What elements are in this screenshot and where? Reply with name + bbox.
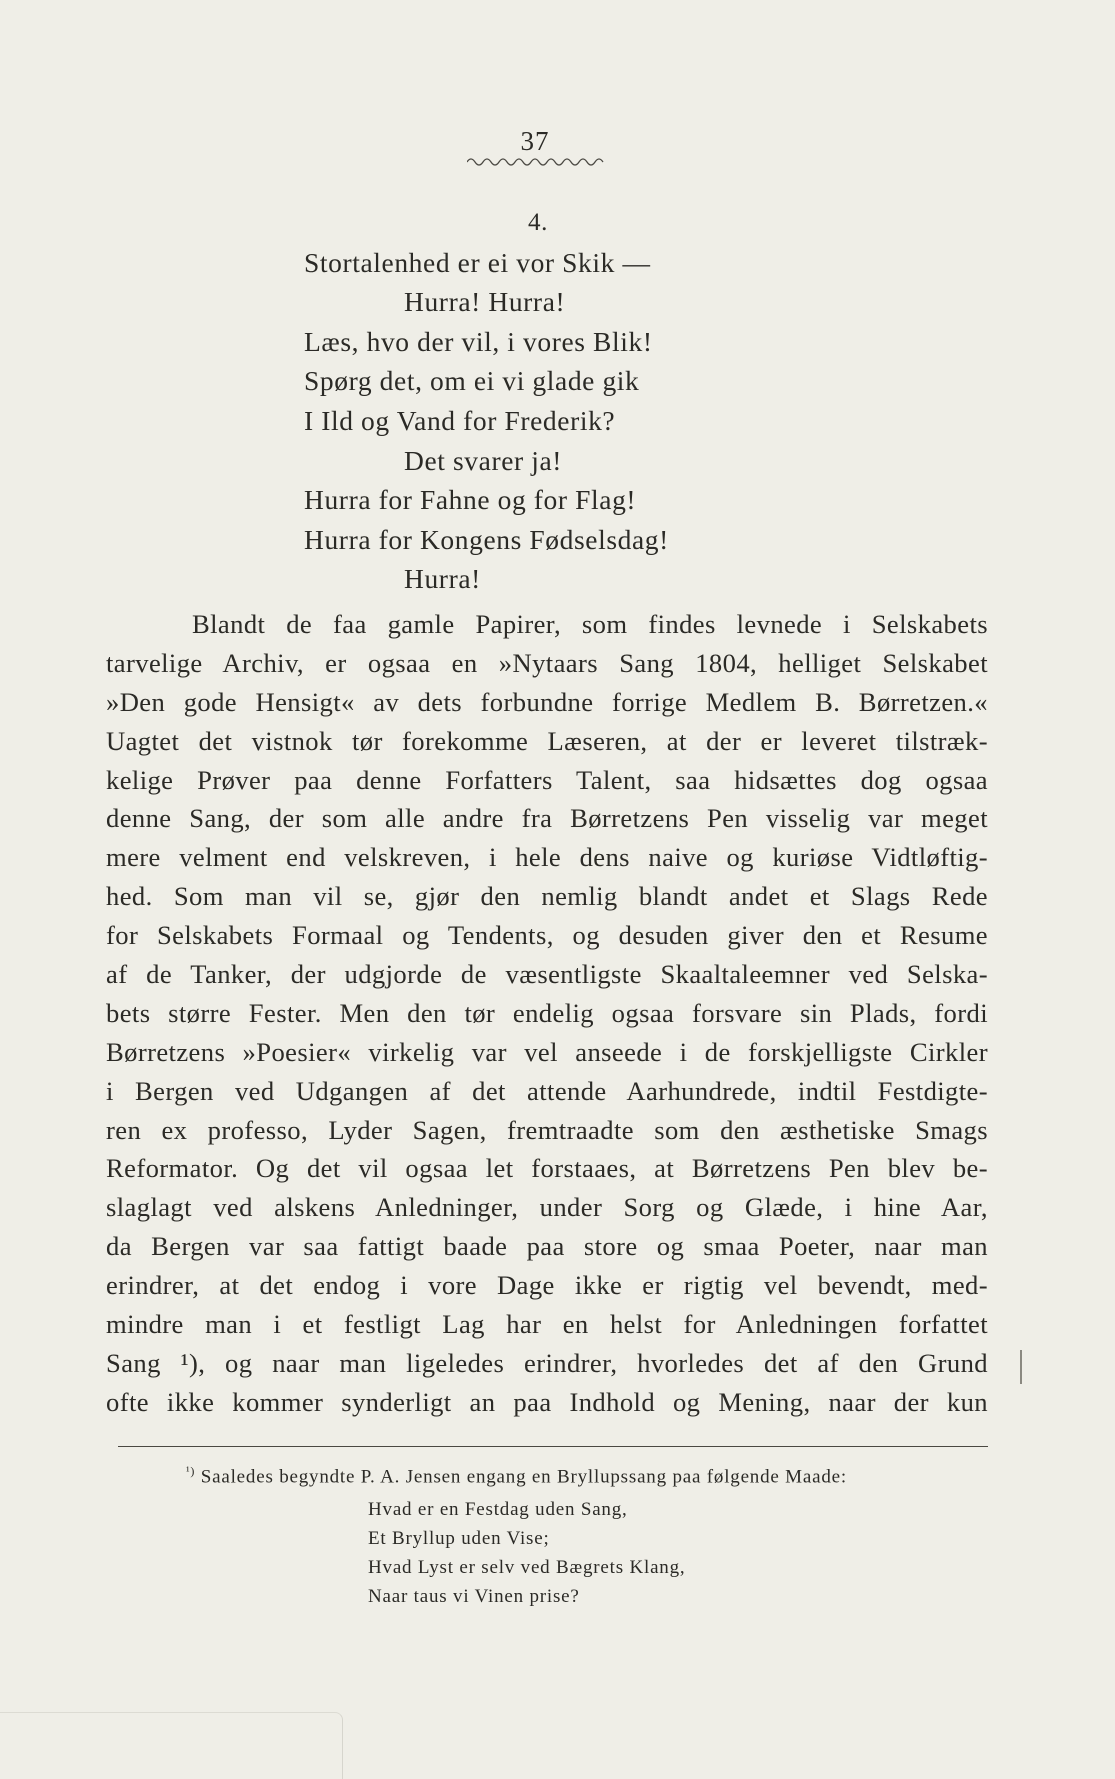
stanza-number: 4. (528, 209, 548, 236)
margin-mark (1020, 1350, 1022, 1384)
footnote-intro: Saaledes begyndte P. A. Jensen engang en Bryllupssang paa følgende Maade: (200, 1466, 847, 1488)
text-line: Uagtet det vistnok tør forekomme Læseren, at der er leveret tilstræk- (106, 725, 988, 756)
text-line: hed. Som man vil se, gjør den nemlig blandt andet et Slags Rede (106, 881, 988, 912)
text-line: ren ex professo, Lyder Sagen, fremtraadte som den æsthetiske Smags (106, 1114, 988, 1145)
text-line: i Bergen ved Udgangen af det attende Aarhundrede, indtil Festdigte- (106, 1075, 988, 1106)
text-line: Reformator. Og det vil ogsaa let forstaaes, at Børretzens Pen blev be- (106, 1153, 988, 1184)
text-line: »Den gode Hensigt« av dets forbundne forrige Medlem B. Børretzen.« (106, 686, 988, 717)
text-line: slaglagt ved alskens Anledninger, under Sorg og Glæde, i hine Aar, (106, 1192, 988, 1223)
body-paragraph (106, 605, 988, 1422)
text-line: for Selskabets Formaal og Tendents, og desuden giver den et Resume (106, 920, 988, 951)
poem-line: Hurra! (404, 563, 481, 595)
poem-line: Det svarer ja! (404, 444, 563, 476)
text-line: denne Sang, der som alle andre fra Børretzens Pen visselig var meget (106, 803, 988, 834)
poem-line: Stortalenhed er ei vor Skik — (304, 246, 651, 278)
poem-line: Spørg det, om ei vi glade gik (304, 365, 640, 397)
footnote-marker: ¹) (186, 1464, 196, 1478)
footnote-divider (118, 1446, 988, 1447)
footnote-verse-line: Hvad Lyst er selv ved Bægrets Klang, (368, 1557, 686, 1578)
footnote-verse-line: Et Bryllup uden Vise; (368, 1528, 550, 1549)
text-line: bets større Fester. Men den tør endelig ogsaa forsvare sin Plads, fordi (106, 997, 988, 1028)
text-line: ofte ikke kommer synderligt an paa Indhold og Mening, naar der kun (106, 1386, 988, 1417)
text-line: da Bergen var saa fattigt baade paa store og smaa Poeter, naar man (106, 1231, 988, 1262)
text-line: Børretzens »Poesier« virkelig var vel anseede i de forskjelligste Cirkler (106, 1036, 988, 1067)
text-line: mere velment end velskreven, i hele dens naive og kuriøse Vidtløftig- (106, 842, 988, 873)
poem-line: I Ild og Vand for Frederik? (304, 404, 616, 436)
poem-line: Hurra for Fahne og for Flag! (304, 484, 637, 516)
text-line: erindrer, at det endog i vore Dage ikke er rigtig vel bevendt, med- (106, 1270, 988, 1301)
poem-line: Læs, hvo der vil, i vores Blik! (304, 325, 653, 357)
page-corner-edge (0, 1712, 343, 1779)
footnote-verse (368, 1495, 868, 1611)
text-line: mindre man i et festligt Lag har en helst for Anledningen forfattet (106, 1309, 988, 1340)
wave-ornament (467, 153, 607, 167)
text-line: kelige Prøver paa denne Forfatters Talent, saa hidsættes dog ogsaa (106, 764, 988, 795)
footnote (186, 1456, 996, 1492)
text-line: tarvelige Archiv, er ogsaa en »Nytaars Sang 1804, helliget Selskabet (106, 647, 988, 678)
poem-line: Hurra! Hurra! (404, 286, 566, 318)
text-line: Sang ¹), og naar man ligeledes erindrer, hvorledes det af den Grund (106, 1347, 988, 1378)
page-number: 37 (520, 126, 550, 156)
footnote-verse-line: Hvad er en Festdag uden Sang, (368, 1499, 628, 1520)
poem-line: Hurra for Kongens Fødselsdag! (304, 523, 669, 555)
footnote-verse-line: Naar taus vi Vinen prise? (368, 1586, 580, 1607)
text-line: af de Tanker, der udgjorde de væsentligste Skaaltaleemner ved Selska- (106, 959, 988, 990)
poem-stanza (304, 203, 824, 599)
text-line: Blandt de faa gamle Papirer, som findes levnede i Selskabets (192, 609, 988, 639)
